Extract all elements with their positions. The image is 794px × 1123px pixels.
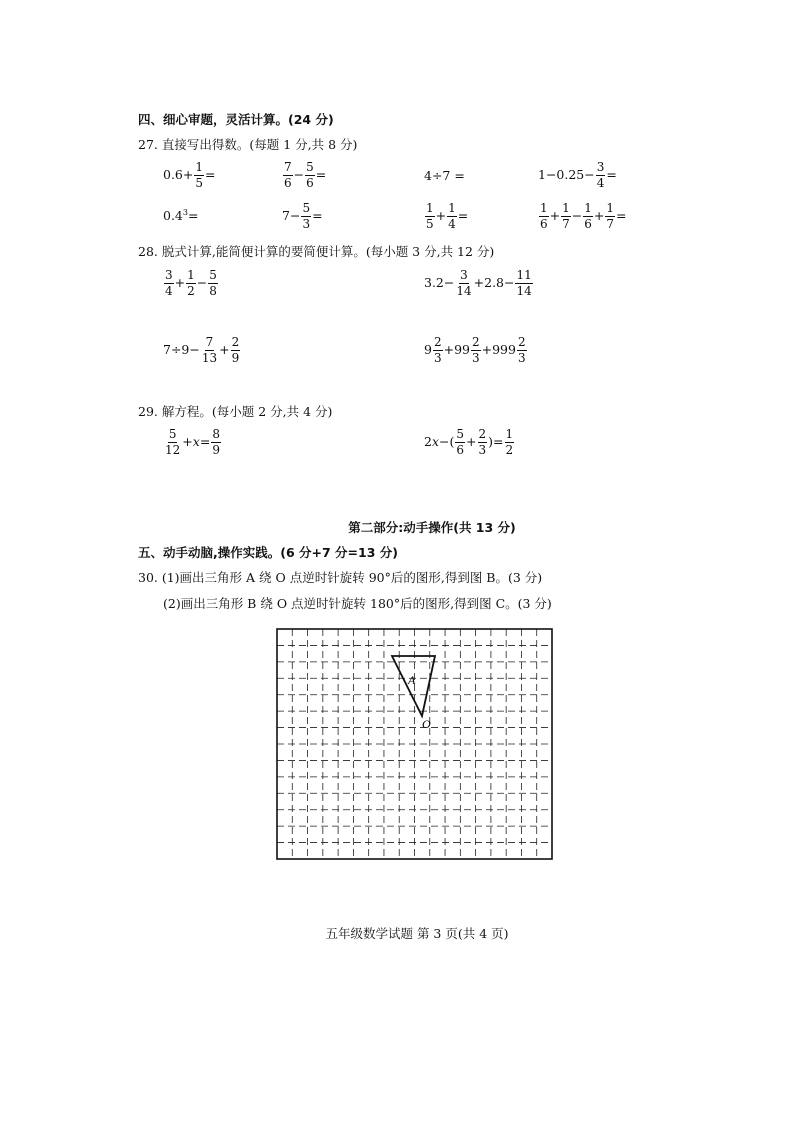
q28-item-1: $\frac{3}{4}$ + $\frac{1}{2}$ − $\frac{5}{8}$ <box>165 268 217 298</box>
section-title: 五、动手动脑,操作实践。(6 分+7 分=13 分) <box>138 545 398 560</box>
equals-sign: = <box>315 166 327 182</box>
fraction: $\frac{2}{9}$ <box>231 335 240 365</box>
question-30-line-1: 30. (1)画出三角形 A 绕 O 点逆时针旋转 90°后的图形,得到图 B。(3 分) <box>138 570 543 585</box>
fraction: $\frac{1}{6}$ <box>540 201 548 231</box>
fraction: $\frac{11}{14}$ <box>516 268 532 298</box>
fraction: $\frac{3}{14}$ <box>456 268 472 298</box>
fraction: $\frac{5}{8}$ <box>209 268 217 298</box>
q27-item-5: $0.4^3=$ <box>163 208 199 224</box>
fraction: $\frac{5}{6}$ <box>456 427 465 457</box>
q27-item-8: $\frac{1}{6}$ + $\frac{1}{7}$ − $\frac{1}{6}$ + $\frac{1}{7}$ = <box>540 201 627 231</box>
label-a: A <box>408 673 416 687</box>
question-29-heading: 29. 解方程。(每小题 2 分,共 4 分) <box>138 404 333 419</box>
question-30-line-2: (2)画出三角形 B 绕 O 点逆时针旋转 180°后的图形,得到图 C。(3 分) <box>163 596 552 611</box>
section-title: 四、细心审题，灵活计算。(24 分) <box>138 112 334 127</box>
expr-text: 0.6+ <box>163 166 194 182</box>
q27-item-2 <box>282 161 326 189</box>
q28-item-4: 9 $\frac{2}{3}$ +99 $\frac{2}{3}$ +999 $\frac{2}{3}$ <box>424 335 526 365</box>
fraction: $\frac{5}{6}$ <box>306 160 314 190</box>
q29-item-2: 2 x −( $\frac{5}{6}$ + $\frac{2}{3}$ )= $\frac{1}{2}$ <box>424 427 514 457</box>
fraction: $\frac{1}{2}$ <box>505 427 514 457</box>
q27-item-3: 4÷7 = <box>424 168 465 183</box>
fraction: $\frac{5}{12}$ <box>165 427 181 457</box>
q27-item-6: 7− $\frac{5}{3}$ = <box>282 201 323 231</box>
fraction: $\frac{5}{3}$ <box>302 201 311 231</box>
fraction: $\frac{8}{9}$ <box>212 427 220 457</box>
fraction: $\frac{1}{2}$ <box>187 268 195 298</box>
fraction: $\frac{3}{4}$ <box>165 268 173 298</box>
fraction: $\frac{1}{7}$ <box>562 201 570 231</box>
equals-sign: = <box>205 166 216 182</box>
fraction: $\frac{1}{7}$ <box>606 201 615 231</box>
label-o: O <box>422 717 431 731</box>
q28-item-3: 7÷9− $\frac{7}{13}$ + $\frac{2}{9}$ <box>163 335 240 365</box>
fraction: $\frac{2}{3}$ <box>471 335 480 365</box>
fraction: $\frac{2}{3}$ <box>517 335 526 365</box>
q27-item-1 <box>163 161 215 189</box>
fraction: $\frac{1}{4}$ <box>448 201 456 231</box>
q27-item-4: 1−0.25− $\frac{3}{4}$ = <box>538 160 617 190</box>
fraction: $\frac{2}{3}$ <box>478 427 487 457</box>
q28-item-2: 3.2− $\frac{3}{14}$ +2.8− $\frac{11}{14}$ <box>424 268 532 298</box>
question-28-heading: 28. 脱式计算,能简便计算的要简便计算。(每小题 3 分,共 12 分) <box>138 244 495 259</box>
fraction: $\frac{1}{5}$ <box>195 160 203 190</box>
fraction: $\frac{7}{13}$ <box>201 335 218 365</box>
fraction: $\frac{1}{5}$ <box>426 201 434 231</box>
question-27-heading: 27. 直接写出得数。(每题 1 分,共 8 分) <box>138 137 358 152</box>
fraction: $\frac{1}{6}$ <box>584 201 592 231</box>
operator: − <box>293 166 305 182</box>
part-title: 第二部分:动手操作(共 13 分) <box>348 520 516 535</box>
fraction: $\frac{7}{6}$ <box>284 160 292 190</box>
q29-item-1: $\frac{5}{12}$ + x = $\frac{8}{9}$ <box>165 427 220 457</box>
rotation-grid <box>275 627 555 862</box>
q27-item-7: $\frac{1}{5}$ + $\frac{1}{4}$ = <box>426 201 469 231</box>
fraction: $\frac{2}{3}$ <box>433 335 442 365</box>
fraction: $\frac{3}{4}$ <box>596 160 605 190</box>
page-footer: 五年级数学试题 第 3 页(共 4 页) <box>325 926 509 941</box>
